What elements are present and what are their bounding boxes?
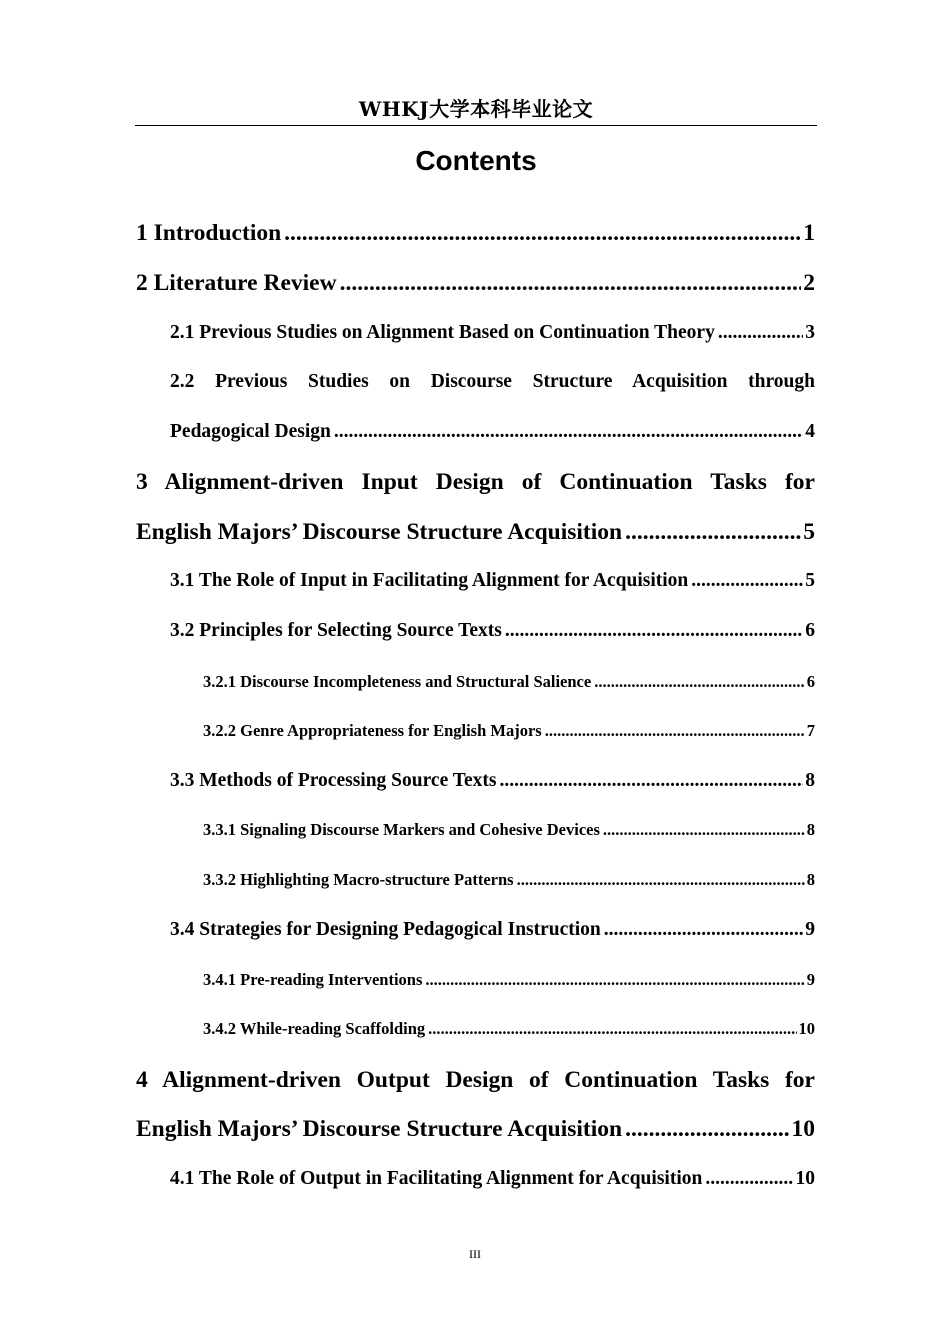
page-title: Contents [415,145,537,176]
toc-entry-2[interactable] [136,270,815,297]
dot-leader [625,1116,789,1143]
toc-entry-3[interactable] [136,519,815,546]
toc-page-number: 9 [805,919,815,940]
toc-entry-3-3[interactable] [170,770,815,792]
toc-entry-3-1[interactable] [170,570,815,592]
toc-entry-label: 3.2.2 Genre Appropriateness for English Majors [203,721,542,740]
toc-page-number: 1 [803,220,815,246]
toc-entry-label: 1 Introduction [136,220,282,246]
toc-entry-label: 2.1 Previous Studies on Alignment Based on Continuation Theory [170,322,715,343]
dot-leader [718,322,803,344]
toc-entry-3-2[interactable] [170,620,815,642]
toc-entry-label: 3.4.2 While-reading Scaffolding [203,1019,426,1038]
toc-page-number: 6 [805,620,815,641]
toc-entry-label: Pedagogical Design [170,421,331,442]
toc-page-number: 8 [806,870,815,889]
toc-page-number: 2 [803,270,815,296]
toc-entry-4-1[interactable] [170,1168,815,1190]
toc-entry-4-line1[interactable]: 4 Alignment-driven Output Design of Continuation Tasks for [136,1067,815,1093]
dot-leader [499,770,803,792]
toc-entry-2-2-line1[interactable]: 2.2 Previous Studies on Discourse Structure Acquisition through [170,371,815,392]
toc-page-number: 10 [791,1116,815,1142]
toc-page-number: 8 [806,820,815,839]
toc-entry-label: 3.1 The Role of Input in Facilitating Alignment for Acquisition [170,570,689,591]
toc-entry-label: 3.2 Principles for Selecting Source Texts [170,620,502,641]
dot-leader [603,820,805,840]
running-header: WHKJ大学本科毕业论文 [358,97,594,121]
toc-entry-label: 3.3.1 Signaling Discourse Markers and Cohesive Devices [203,820,600,839]
page-number-footer: III [469,1247,481,1261]
toc-entry-3-3-1[interactable] [203,820,815,840]
toc-page-number: 5 [803,519,815,545]
toc-entry-3-3-2[interactable] [203,870,815,890]
dot-leader [505,620,803,642]
toc-entry-label: 3.3.2 Highlighting Macro-structure Patterns [203,870,514,889]
toc-entry-3-line1[interactable]: 3 Alignment-driven Input Design of Continuation Tasks for [136,469,815,495]
toc-entry-1[interactable] [136,220,815,247]
toc-entry-label: 3.4 Strategies for Designing Pedagogical Instruction [170,919,601,940]
toc-entry-label: English Majors’ Discourse Structure Acquisition [136,519,623,545]
toc-entry-3-2-1[interactable] [203,672,815,692]
toc-entry-3-4[interactable] [170,919,815,941]
dot-leader [705,1168,793,1190]
toc-entry-3-4-1[interactable] [203,970,815,990]
toc-page-number: 7 [806,721,815,740]
dot-leader [625,519,801,546]
toc-entry-4[interactable] [136,1116,815,1143]
dot-leader [517,870,805,890]
toc-entry-label: 4.1 The Role of Output in Facilitating Alignment for Acquisition [170,1168,703,1189]
toc-page-number: 6 [806,672,815,691]
toc-entry-label: 3.3 Methods of Processing Source Texts [170,770,497,791]
dot-leader [545,721,805,741]
toc-page-number: 10 [798,1019,815,1038]
toc-entry-label: 3.4.1 Pre-reading Interventions [203,970,423,989]
dot-leader [604,919,803,941]
toc-entry-2-2[interactable] [170,421,815,443]
toc-page-number: 5 [805,570,815,591]
dot-leader [425,970,804,990]
toc-page-number: 10 [795,1168,815,1189]
dot-leader [334,421,803,443]
toc-entry-label: 2 Literature Review [136,270,337,296]
toc-entry-3-2-2[interactable] [203,721,815,741]
toc-entry-label: 3.2.1 Discourse Incompleteness and Structural Salience [203,672,592,691]
toc-page-number: 8 [805,770,815,791]
dot-leader [428,1019,796,1039]
dot-leader [284,220,801,247]
toc-entry-label: English Majors’ Discourse Structure Acquisition [136,1116,623,1142]
header-rule [135,125,817,126]
dot-leader [594,672,805,692]
toc-page-number: 9 [806,970,815,989]
dot-leader [340,270,802,297]
toc-entry-3-4-2[interactable] [203,1019,815,1039]
toc-page-number: 3 [805,322,815,343]
dot-leader [691,570,803,592]
toc-entry-2-1[interactable] [170,322,815,344]
toc-page-number: 4 [805,421,815,442]
